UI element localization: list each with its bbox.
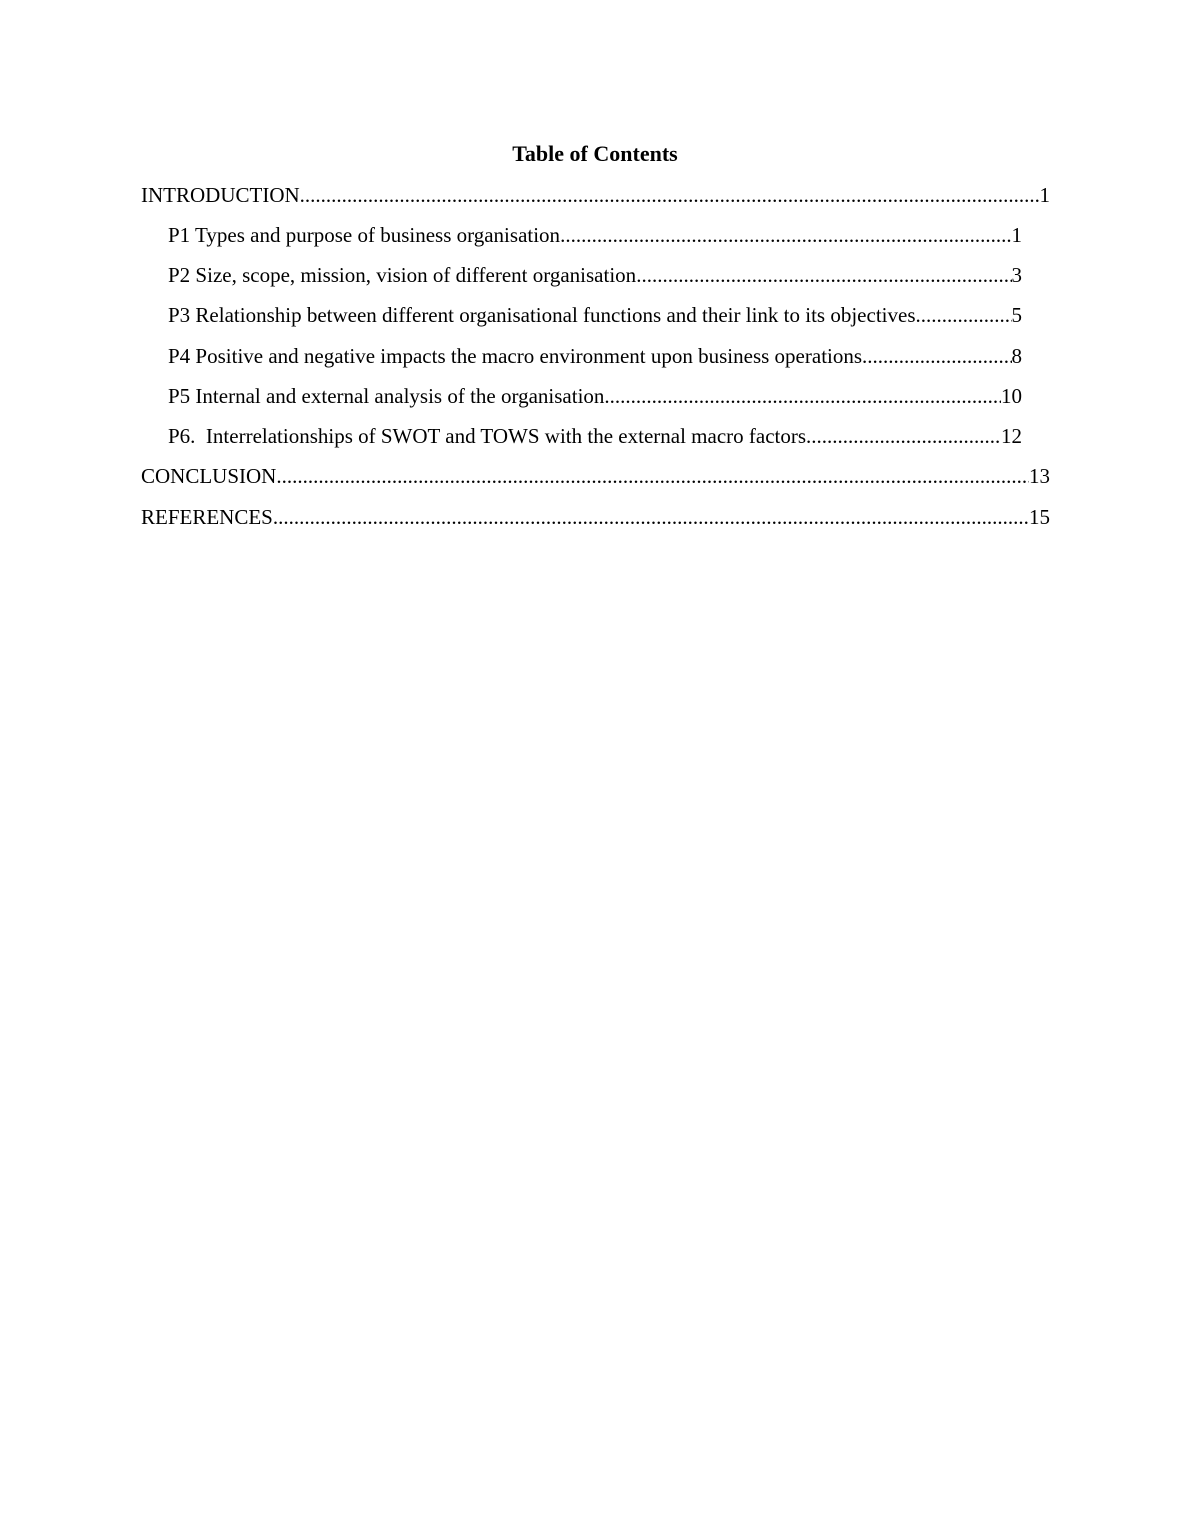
toc-page-number: 5 — [1011, 303, 1022, 327]
toc-entry-p6[interactable] — [168, 421, 1022, 451]
toc-entry-label: REFERENCES — [141, 505, 273, 529]
toc-dot-leader — [604, 381, 1001, 411]
toc-entry-conclusion[interactable] — [141, 461, 1050, 491]
toc-page-number: 1 — [1011, 223, 1022, 247]
toc-dot-leader — [560, 220, 1011, 250]
toc-entry-introduction[interactable] — [141, 180, 1050, 210]
toc-page-number: 1 — [1039, 183, 1050, 207]
toc-page-number: 8 — [1011, 344, 1022, 368]
toc-title: Table of Contents — [512, 141, 678, 166]
toc-page-number: 3 — [1011, 263, 1022, 287]
toc-dot-leader — [862, 341, 1011, 371]
toc-entry-label: P3 Relationship between different organisational functions and their link to its objectives — [168, 303, 916, 327]
toc-dot-leader — [276, 461, 1029, 491]
toc-entry-label: INTRODUCTION — [141, 183, 300, 207]
toc-dot-leader — [916, 300, 1012, 330]
toc-page-number: 13 — [1029, 464, 1050, 488]
toc-dot-leader — [806, 421, 1001, 451]
toc-entry-label: P5 Internal and external analysis of the organisation — [168, 384, 605, 408]
toc-entry-label: P2 Size, scope, mission, vision of different organisation — [168, 263, 637, 287]
toc-page-number: 10 — [1001, 384, 1022, 408]
toc-entry-label: P6. Interrelationships of SWOT and TOWS with the external macro factors — [168, 424, 807, 448]
toc-entry-p2[interactable] — [168, 260, 1022, 290]
toc-page-number: 15 — [1029, 505, 1050, 529]
toc-entry-p1[interactable] — [168, 220, 1022, 250]
toc-entry-p5[interactable] — [168, 381, 1022, 411]
toc-entry-label: CONCLUSION — [141, 464, 277, 488]
toc-dot-leader — [636, 260, 1011, 290]
toc-entry-p3[interactable] — [168, 300, 1022, 330]
toc-entry-label: P4 Positive and negative impacts the macro environment upon business operations — [168, 344, 863, 368]
toc-entry-label: P1 Types and purpose of business organisation — [168, 223, 561, 247]
toc-entry-p4[interactable] — [168, 341, 1022, 371]
toc-dot-leader — [273, 502, 1029, 532]
toc-dot-leader — [300, 180, 1040, 210]
toc-entry-references[interactable] — [141, 502, 1050, 532]
toc-page-number: 12 — [1001, 424, 1022, 448]
